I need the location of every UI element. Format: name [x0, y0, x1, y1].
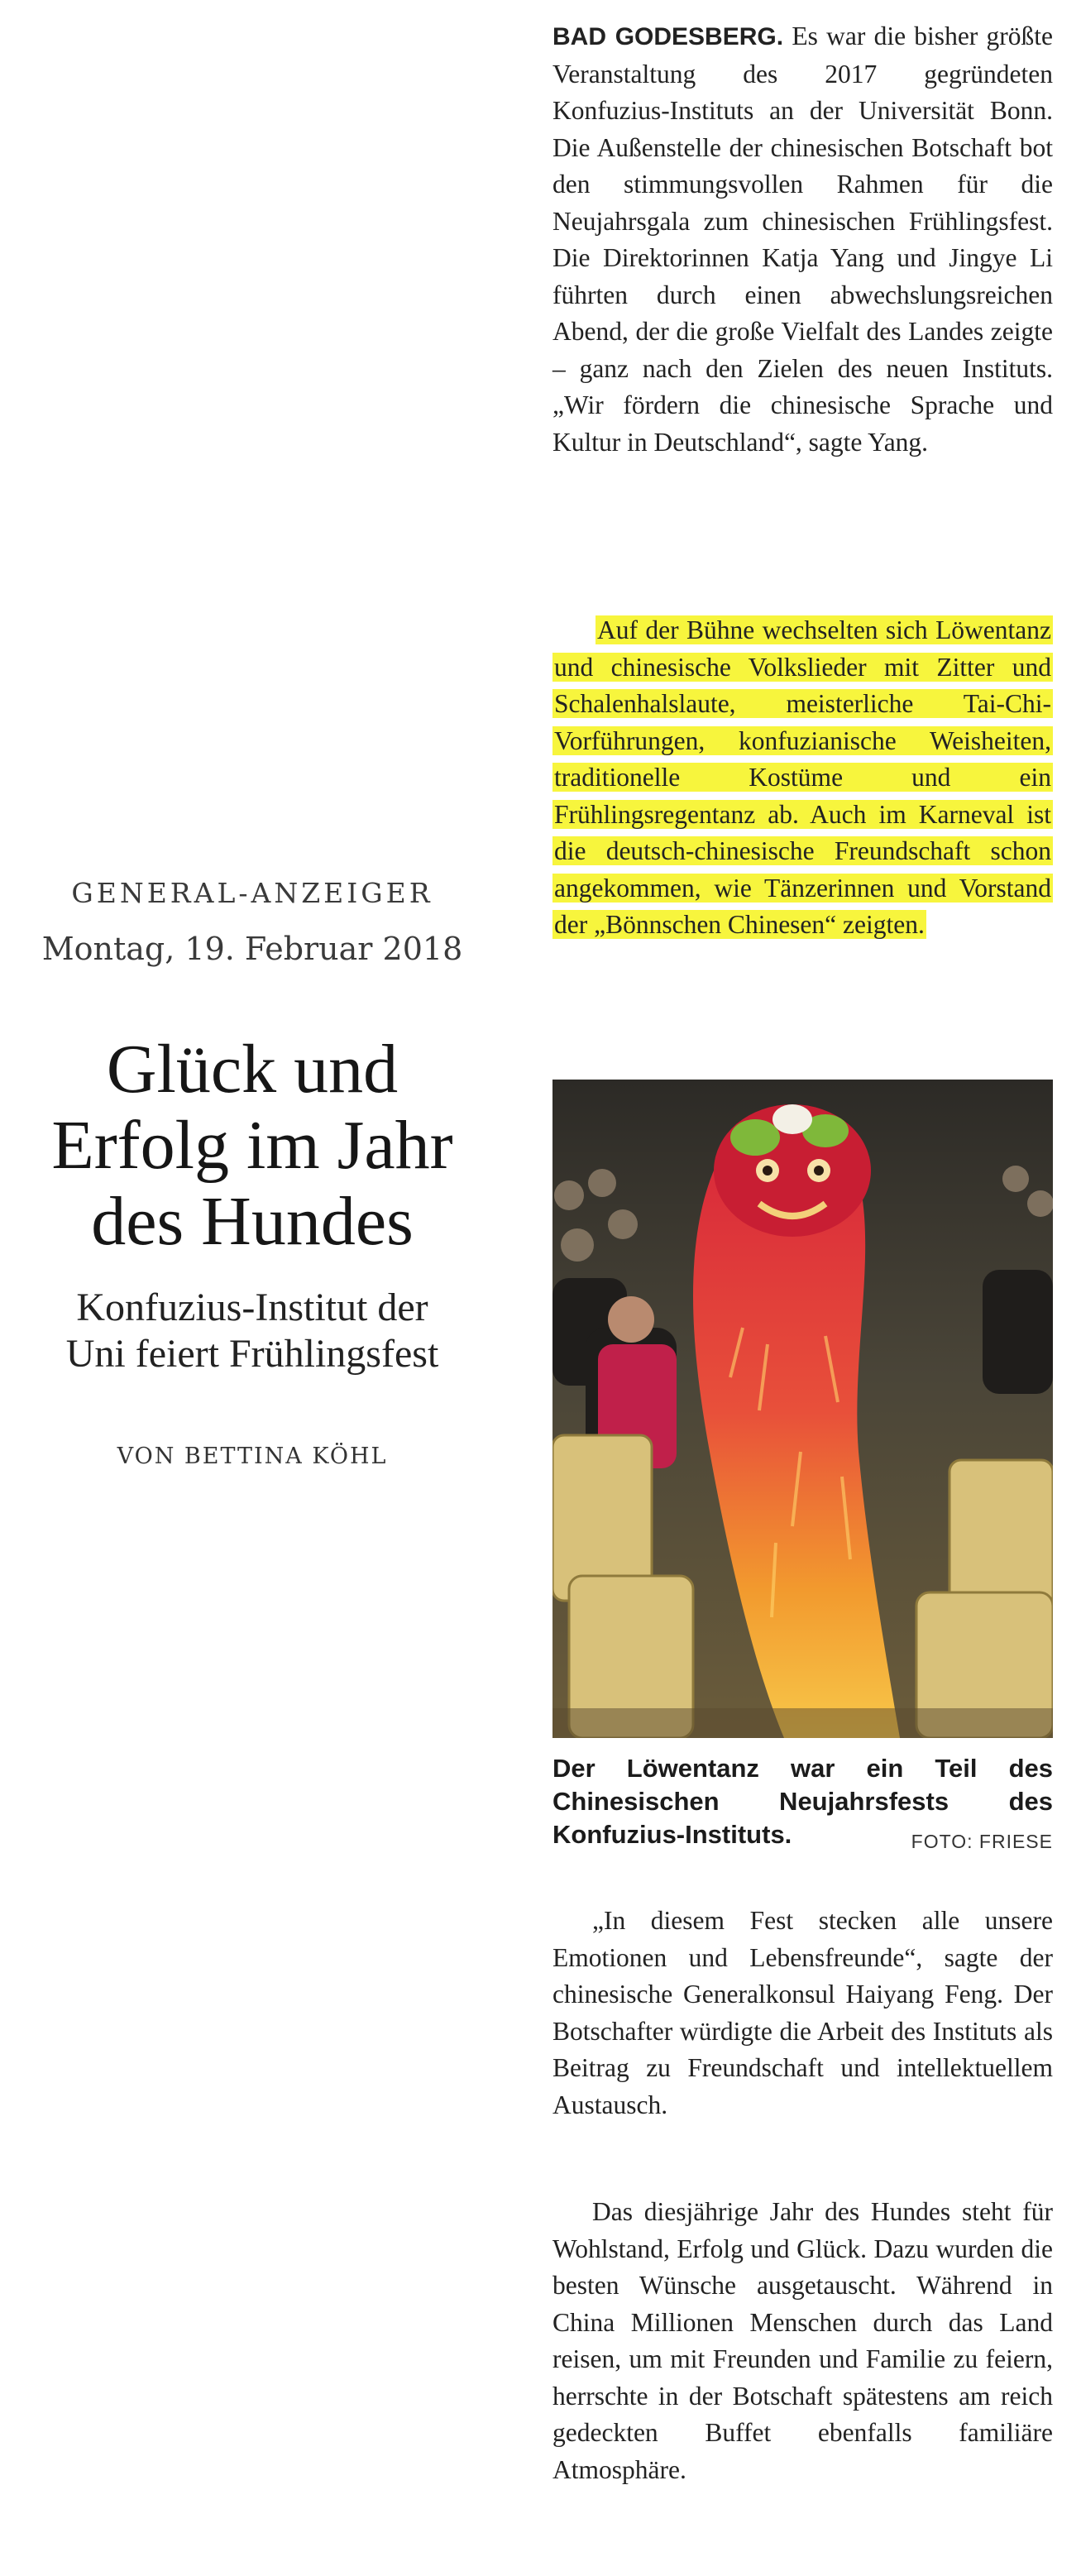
subheadline — [0, 1285, 505, 1377]
photo-caption — [552, 1752, 1053, 1858]
dateline: BAD GODESBERG. — [552, 23, 784, 50]
byline: VON BETTINA KÖHL — [117, 1444, 388, 1469]
lion-dance-photo — [552, 1080, 1053, 1738]
caption-text: Der Löwentanz war ein Teil des Chinesischen Neujahrsfests des Konfuzius-Instituts. — [552, 1754, 1053, 1849]
newspaper-name: GENERAL-ANZEIGER — [71, 877, 433, 909]
headline-block — [0, 877, 505, 1469]
headline-line: des Hundes — [91, 1183, 414, 1260]
article-paragraph-4 — [552, 2194, 1053, 2488]
highlighted-paragraph-text: Auf der Bühne wechselten sich Löwentanz und chinesische Volkslieder mit Zitter und Schalenhalslaute, meisterliche Tai-Chi-Vorführungen, konfuzianische Weisheiten, traditionelle Kostüme und ein Frühlingsregentanz ab. Auch im Karneval ist die deutsch-chinesische Freundschaft schon angekommen, wie Tänzerinnen und Vorstand der „Bönnschen Chinesen“ zeigten. — [554, 615, 1051, 939]
article-paragraph-2 — [552, 612, 1053, 944]
paragraph-text: „In diesem Fest stecken alle unsere Emotionen und Lebensfreunde“, sagte der chinesische Generalkonsul Haiyang Feng. Der Botschafter würdigte die Arbeit des Instituts als Beitrag zu Freundschaft und intellektuellem Austausch. — [552, 1906, 1053, 2119]
article-paragraph-1 — [552, 18, 1053, 461]
photo-credit: FOTO: FRIESE — [911, 1831, 1053, 1852]
subheadline-line: Konfuzius-Institut der — [76, 1286, 428, 1329]
publication-date: Montag, 19. Februar 2018 — [41, 931, 463, 967]
paragraph-text: Das diesjährige Jahr des Hundes steht für Wohlstand, Erfolg und Glück. Dazu wurden die besten Wünsche ausgetauscht. Während in China Millionen Menschen durch das Land reisen, um mit Freunden und Familie zu feiern, herrschte in der Botschaft spätestens am reich gedeckten Buffet ebenfalls familiäre Atmosphäre. — [552, 2197, 1053, 2484]
subheadline-line: Uni feiert Frühlingsfest — [65, 1332, 439, 1376]
paragraph-text: Es war die bisher größte Veranstaltung des 2017 gegründeten Konfuzius-Instituts an der Universität Bonn. Die Außenstelle der chinesischen Botschaft bot den stimmungsvollen Rahmen für die Neujahrsgala zum chinesischen Frühlingsfest. Die Direktorinnen Katja Yang und Jingye Li führten durch einen abwechslungsreichen Abend, der die große Vielfalt des Landes zeigte – ganz nach den Zielen des neuen Instituts. „Wir fördern die chinesische Sprache und Kultur in Deutschland“, sagte Yang. — [552, 22, 1054, 457]
headline-line: Erfolg im Jahr — [51, 1107, 453, 1184]
article-paragraph-3 — [552, 1903, 1053, 2124]
headline-line: Glück und — [106, 1031, 399, 1108]
headline — [0, 1032, 505, 1260]
